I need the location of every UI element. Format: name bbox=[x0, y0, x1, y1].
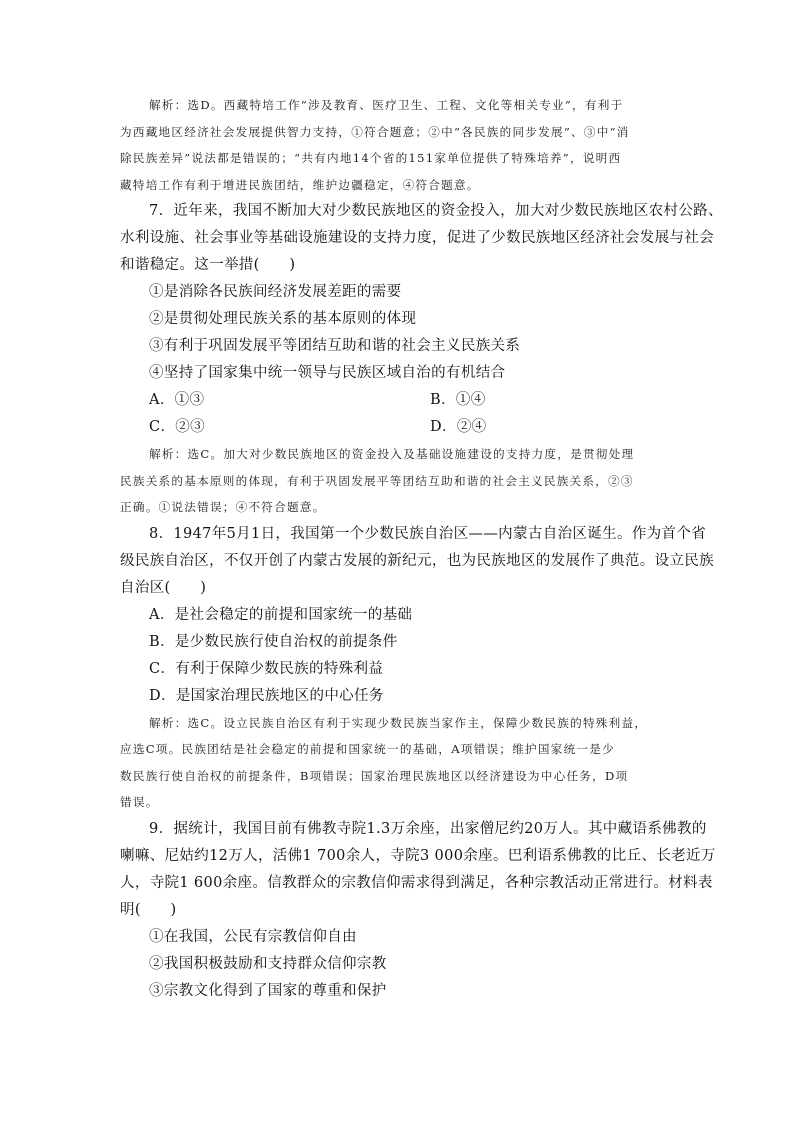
option-b: B．①④ bbox=[430, 392, 486, 408]
question-stem-line: 和谐稳定。这一举措( ) bbox=[120, 257, 296, 273]
analysis-q6 bbox=[120, 92, 685, 198]
statement-item: ①在我国，公民有宗教信仰自由 bbox=[149, 928, 357, 945]
option-a: A．是社会稳定的前提和国家统一的基础 bbox=[149, 606, 413, 623]
question-stem-line: 8．1947年5月1日，我国第一个少数民族自治区——内蒙古自治区诞生。作为首个省 bbox=[149, 525, 707, 542]
question-stem-line: 自治区( ) bbox=[120, 579, 207, 596]
analysis-line: 民族关系的基本原则的体现，有利于巩固发展平等团结互助和谐的社会主义民族关系，②③ bbox=[120, 473, 634, 488]
statement-item: ①是消除各民族间经济发展差距的需要 bbox=[149, 284, 402, 300]
analysis-line: 解析：选C。加大对少数民族地区的资金投入及基础设施建设的支持力度，是贯彻处理 bbox=[149, 447, 635, 461]
option-c: C．有利于保障少数民族的特殊利益 bbox=[149, 660, 384, 677]
question-stem-line: 明( ) bbox=[120, 901, 177, 918]
analysis-line: 除民族差异”说法都是错误的；“共有内地14个省的151家单位提供了特殊培养”，说明西 bbox=[120, 151, 622, 165]
page-content bbox=[120, 92, 723, 1005]
question-stem-line: 水利设施、社会事业等基础设施建设的支持力度，促进了少数民族地区经济社会发展与社会 bbox=[120, 230, 714, 246]
analysis-line: 正确。①说法错误；④不符合题意。 bbox=[120, 500, 326, 514]
question-7 bbox=[120, 198, 723, 521]
question-stem-line: 7．近年来，我国不断加大对少数民族地区的资金投入，加大对少数民族地区农村公路、 bbox=[149, 203, 723, 219]
analysis-line: 数民族行使自治权的前提条件，B项错误；国家治理民族地区以经济建设为中心任务，D项 bbox=[120, 768, 629, 783]
statement-item: ②是贯彻处理民族关系的基本原则的体现 bbox=[149, 311, 417, 327]
option-b: B．是少数民族行使自治权的前提条件 bbox=[149, 633, 398, 650]
options-row bbox=[120, 414, 685, 441]
question-stem-line: 喇嘛、尼姑约12万人，活佛1 700余人，寺院3 000余座。巴利语系佛教的比丘、长老近万 bbox=[120, 847, 716, 864]
question-stem-line: 9．据统计，我国目前有佛教寺院1.3万余座，出家僧尼约20万人。其中藏语系佛教的 bbox=[149, 820, 707, 837]
option-d: D．是国家治理民族地区的中心任务 bbox=[149, 687, 384, 704]
analysis-line: 错误。 bbox=[120, 795, 159, 809]
question-9 bbox=[120, 816, 716, 1005]
option-a: A．①③ bbox=[149, 392, 205, 408]
analysis-line: 藏特培工作有利于增进民族团结，维护边疆稳定，④符合题意。 bbox=[120, 177, 480, 192]
statement-item: ④坚持了国家集中统一领导与民族区域自治的有机结合 bbox=[149, 365, 506, 381]
question-stem-line: 级民族自治区，不仅开创了内蒙古发展的新纪元，也为民族地区的发展作了典范。设立民族 bbox=[120, 552, 714, 569]
question-stem-line: 人，寺院1 600余座。信教群众的宗教信仰需求得到满足，各种宗教活动正常进行。材料表 bbox=[120, 874, 713, 891]
statement-item: ③有利于巩固发展平等团结互助和谐的社会主义民族关系 bbox=[149, 338, 521, 354]
analysis-line: 解析：选D。西藏特培工作“涉及教育、医疗卫生、工程、文化等相关专业”，有利于 bbox=[149, 98, 624, 112]
options-row bbox=[120, 387, 685, 414]
statement-item: ②我国积极鼓励和支持群众信仰宗教 bbox=[149, 955, 387, 972]
analysis-line: 应选C项。民族团结是社会稳定的前提和国家统一的基础，A项错误；维护国家统一是少 bbox=[120, 742, 615, 756]
statement-item: ③宗教文化得到了国家的尊重和保护 bbox=[149, 982, 387, 999]
question-8 bbox=[120, 521, 714, 816]
analysis-line: 为西藏地区经济社会发展提供智力支持，①符合题意；②中“各民族的同步发展”、③中“消 bbox=[120, 124, 630, 139]
option-d: D．②④ bbox=[430, 419, 487, 435]
option-c: C．②③ bbox=[149, 419, 205, 435]
analysis-line: 解析：选C。设立民族自治区有利于实现少数民族当家作主，保障少数民族的特殊利益， bbox=[149, 715, 648, 730]
